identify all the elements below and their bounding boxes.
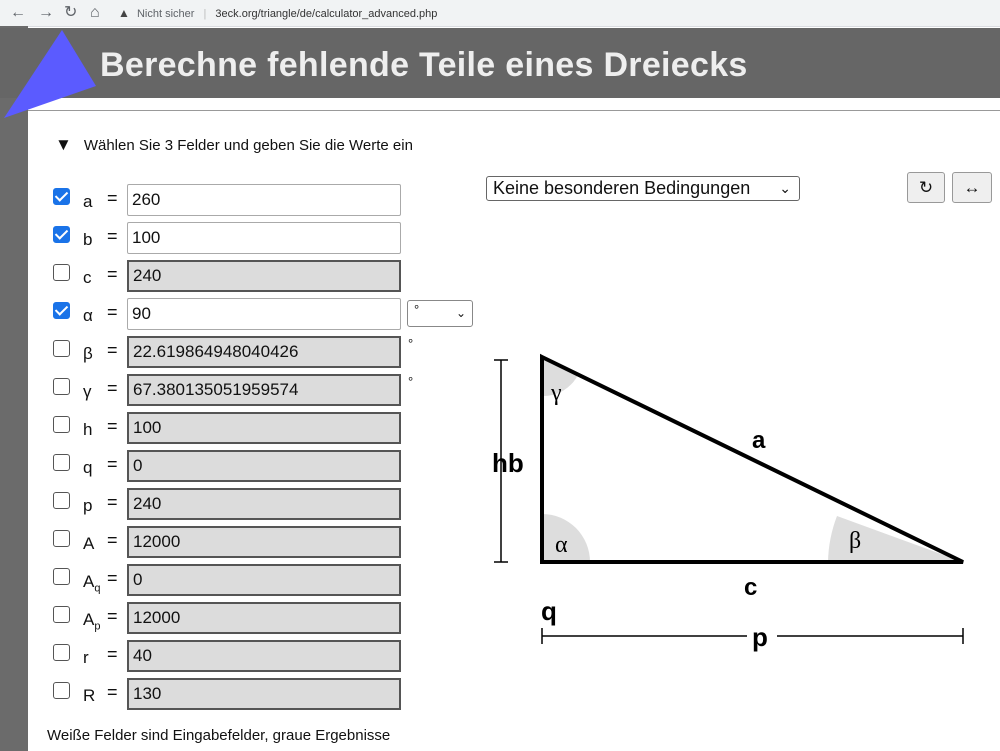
forward-icon[interactable]: → bbox=[38, 4, 54, 21]
result-field[interactable]: 22.619864948040426 bbox=[127, 336, 401, 368]
left-margin bbox=[0, 26, 28, 751]
equals-sign: = bbox=[107, 682, 118, 702]
conditions-value: Keine besonderen Bedingungen bbox=[493, 178, 751, 198]
equals-sign: = bbox=[107, 226, 118, 246]
field-checkbox[interactable] bbox=[53, 302, 70, 319]
result-field[interactable]: 240 bbox=[127, 488, 401, 520]
field-label: r bbox=[83, 648, 89, 667]
input-field[interactable]: 90 bbox=[127, 298, 401, 330]
field-checkbox[interactable] bbox=[53, 264, 70, 281]
triangle-down-icon: ▼ bbox=[55, 135, 72, 154]
result-field[interactable]: 0 bbox=[127, 564, 401, 596]
equals-sign: = bbox=[107, 492, 118, 512]
field-label: p bbox=[83, 496, 93, 515]
field-label: α bbox=[83, 306, 93, 325]
angle-unit-select[interactable] bbox=[407, 300, 473, 327]
field-label: R bbox=[83, 686, 96, 705]
equals-sign: = bbox=[107, 530, 118, 550]
equals-sign: = bbox=[107, 568, 118, 588]
triangle-shape bbox=[542, 357, 963, 562]
equals-sign: = bbox=[107, 302, 118, 322]
field-checkbox[interactable] bbox=[53, 416, 70, 433]
field-label: $A_p$ bbox=[83, 610, 101, 633]
input-field[interactable]: 260 bbox=[127, 184, 401, 216]
side-c-label: c bbox=[744, 574, 758, 601]
instructions-label: Wählen Sie 3 Felder und geben Sie die Werte ein bbox=[83, 137, 413, 154]
field-label: $A_q$ bbox=[83, 572, 101, 595]
legend-note: Weiße Felder sind Eingabefelder, graue Ergebnisse bbox=[47, 727, 391, 744]
equals-sign: = bbox=[107, 416, 118, 436]
field-label: q bbox=[83, 458, 93, 477]
address-bar[interactable]: ▲ Nicht sicher | 3eck.org/triangle/de/calculator_advanced.php bbox=[118, 6, 438, 20]
field-checkbox[interactable] bbox=[53, 454, 70, 471]
reload-icon[interactable]: ↻ bbox=[64, 4, 78, 21]
conditions-select[interactable] bbox=[486, 176, 800, 201]
chevron-down-icon: ⌄ bbox=[455, 306, 466, 320]
field-label: c bbox=[83, 268, 92, 287]
equals-sign: = bbox=[107, 188, 118, 208]
page-title: Berechne fehlende Teile eines Dreiecks bbox=[100, 46, 748, 84]
result-field[interactable]: 67.380135051959574 bbox=[127, 374, 401, 406]
equals-sign: = bbox=[107, 264, 118, 284]
flip-button[interactable]: ↔ bbox=[952, 172, 992, 203]
alpha-label: α bbox=[555, 532, 568, 558]
back-icon[interactable]: ← bbox=[10, 4, 26, 21]
field-checkbox[interactable] bbox=[53, 378, 70, 395]
triangle-diagram bbox=[485, 340, 985, 670]
p-label: p bbox=[752, 622, 768, 652]
input-field[interactable]: 100 bbox=[127, 222, 401, 254]
q-label: q bbox=[541, 596, 557, 626]
result-field[interactable]: 130 bbox=[127, 678, 401, 710]
result-field[interactable]: 12000 bbox=[127, 602, 401, 634]
side-a-label: a bbox=[752, 427, 766, 454]
field-checkbox[interactable] bbox=[53, 340, 70, 357]
instructions-summary[interactable] bbox=[55, 135, 413, 155]
field-checkbox[interactable] bbox=[53, 492, 70, 509]
field-label: A bbox=[83, 534, 95, 553]
result-field[interactable]: 40 bbox=[127, 640, 401, 672]
result-field[interactable]: 12000 bbox=[127, 526, 401, 558]
degree-unit: ° bbox=[408, 336, 414, 351]
field-checkbox[interactable] bbox=[53, 682, 70, 699]
gamma-label: γ bbox=[551, 380, 562, 406]
url-text: 3eck.org/triangle/de/calculator_advanced.php bbox=[215, 8, 438, 20]
equals-sign: = bbox=[107, 606, 118, 626]
field-label: h bbox=[83, 420, 93, 439]
field-checkbox[interactable] bbox=[53, 606, 70, 623]
triangle-logo-icon bbox=[0, 28, 100, 120]
height-hb-label: hb bbox=[492, 448, 524, 478]
chevron-down-icon: ⌄ bbox=[779, 180, 791, 196]
warning-icon: ▲ bbox=[118, 6, 130, 20]
security-status: Nicht sicher bbox=[136, 8, 195, 20]
beta-label: β bbox=[849, 528, 862, 554]
field-checkbox[interactable] bbox=[53, 568, 70, 585]
divider bbox=[28, 110, 1000, 111]
field-checkbox[interactable] bbox=[53, 530, 70, 547]
equals-sign: = bbox=[107, 340, 118, 360]
home-icon[interactable]: ⌂ bbox=[90, 4, 100, 21]
field-label: β bbox=[83, 344, 93, 363]
result-field[interactable]: 100 bbox=[127, 412, 401, 444]
field-checkbox[interactable] bbox=[53, 226, 70, 243]
browser-toolbar bbox=[0, 0, 1000, 27]
field-label: b bbox=[83, 230, 93, 249]
rotate-button[interactable]: ↻ bbox=[907, 172, 945, 203]
degree-unit: ° bbox=[408, 374, 414, 389]
field-checkbox[interactable] bbox=[53, 644, 70, 661]
field-label: γ bbox=[83, 382, 92, 401]
result-field[interactable]: 240 bbox=[127, 260, 401, 292]
equals-sign: = bbox=[107, 378, 118, 398]
field-checkbox[interactable] bbox=[53, 188, 70, 205]
equals-sign: = bbox=[107, 454, 118, 474]
angle-unit-value: ° bbox=[414, 302, 420, 317]
field-label: a bbox=[83, 192, 93, 211]
result-field[interactable]: 0 bbox=[127, 450, 401, 482]
equals-sign: = bbox=[107, 644, 118, 664]
